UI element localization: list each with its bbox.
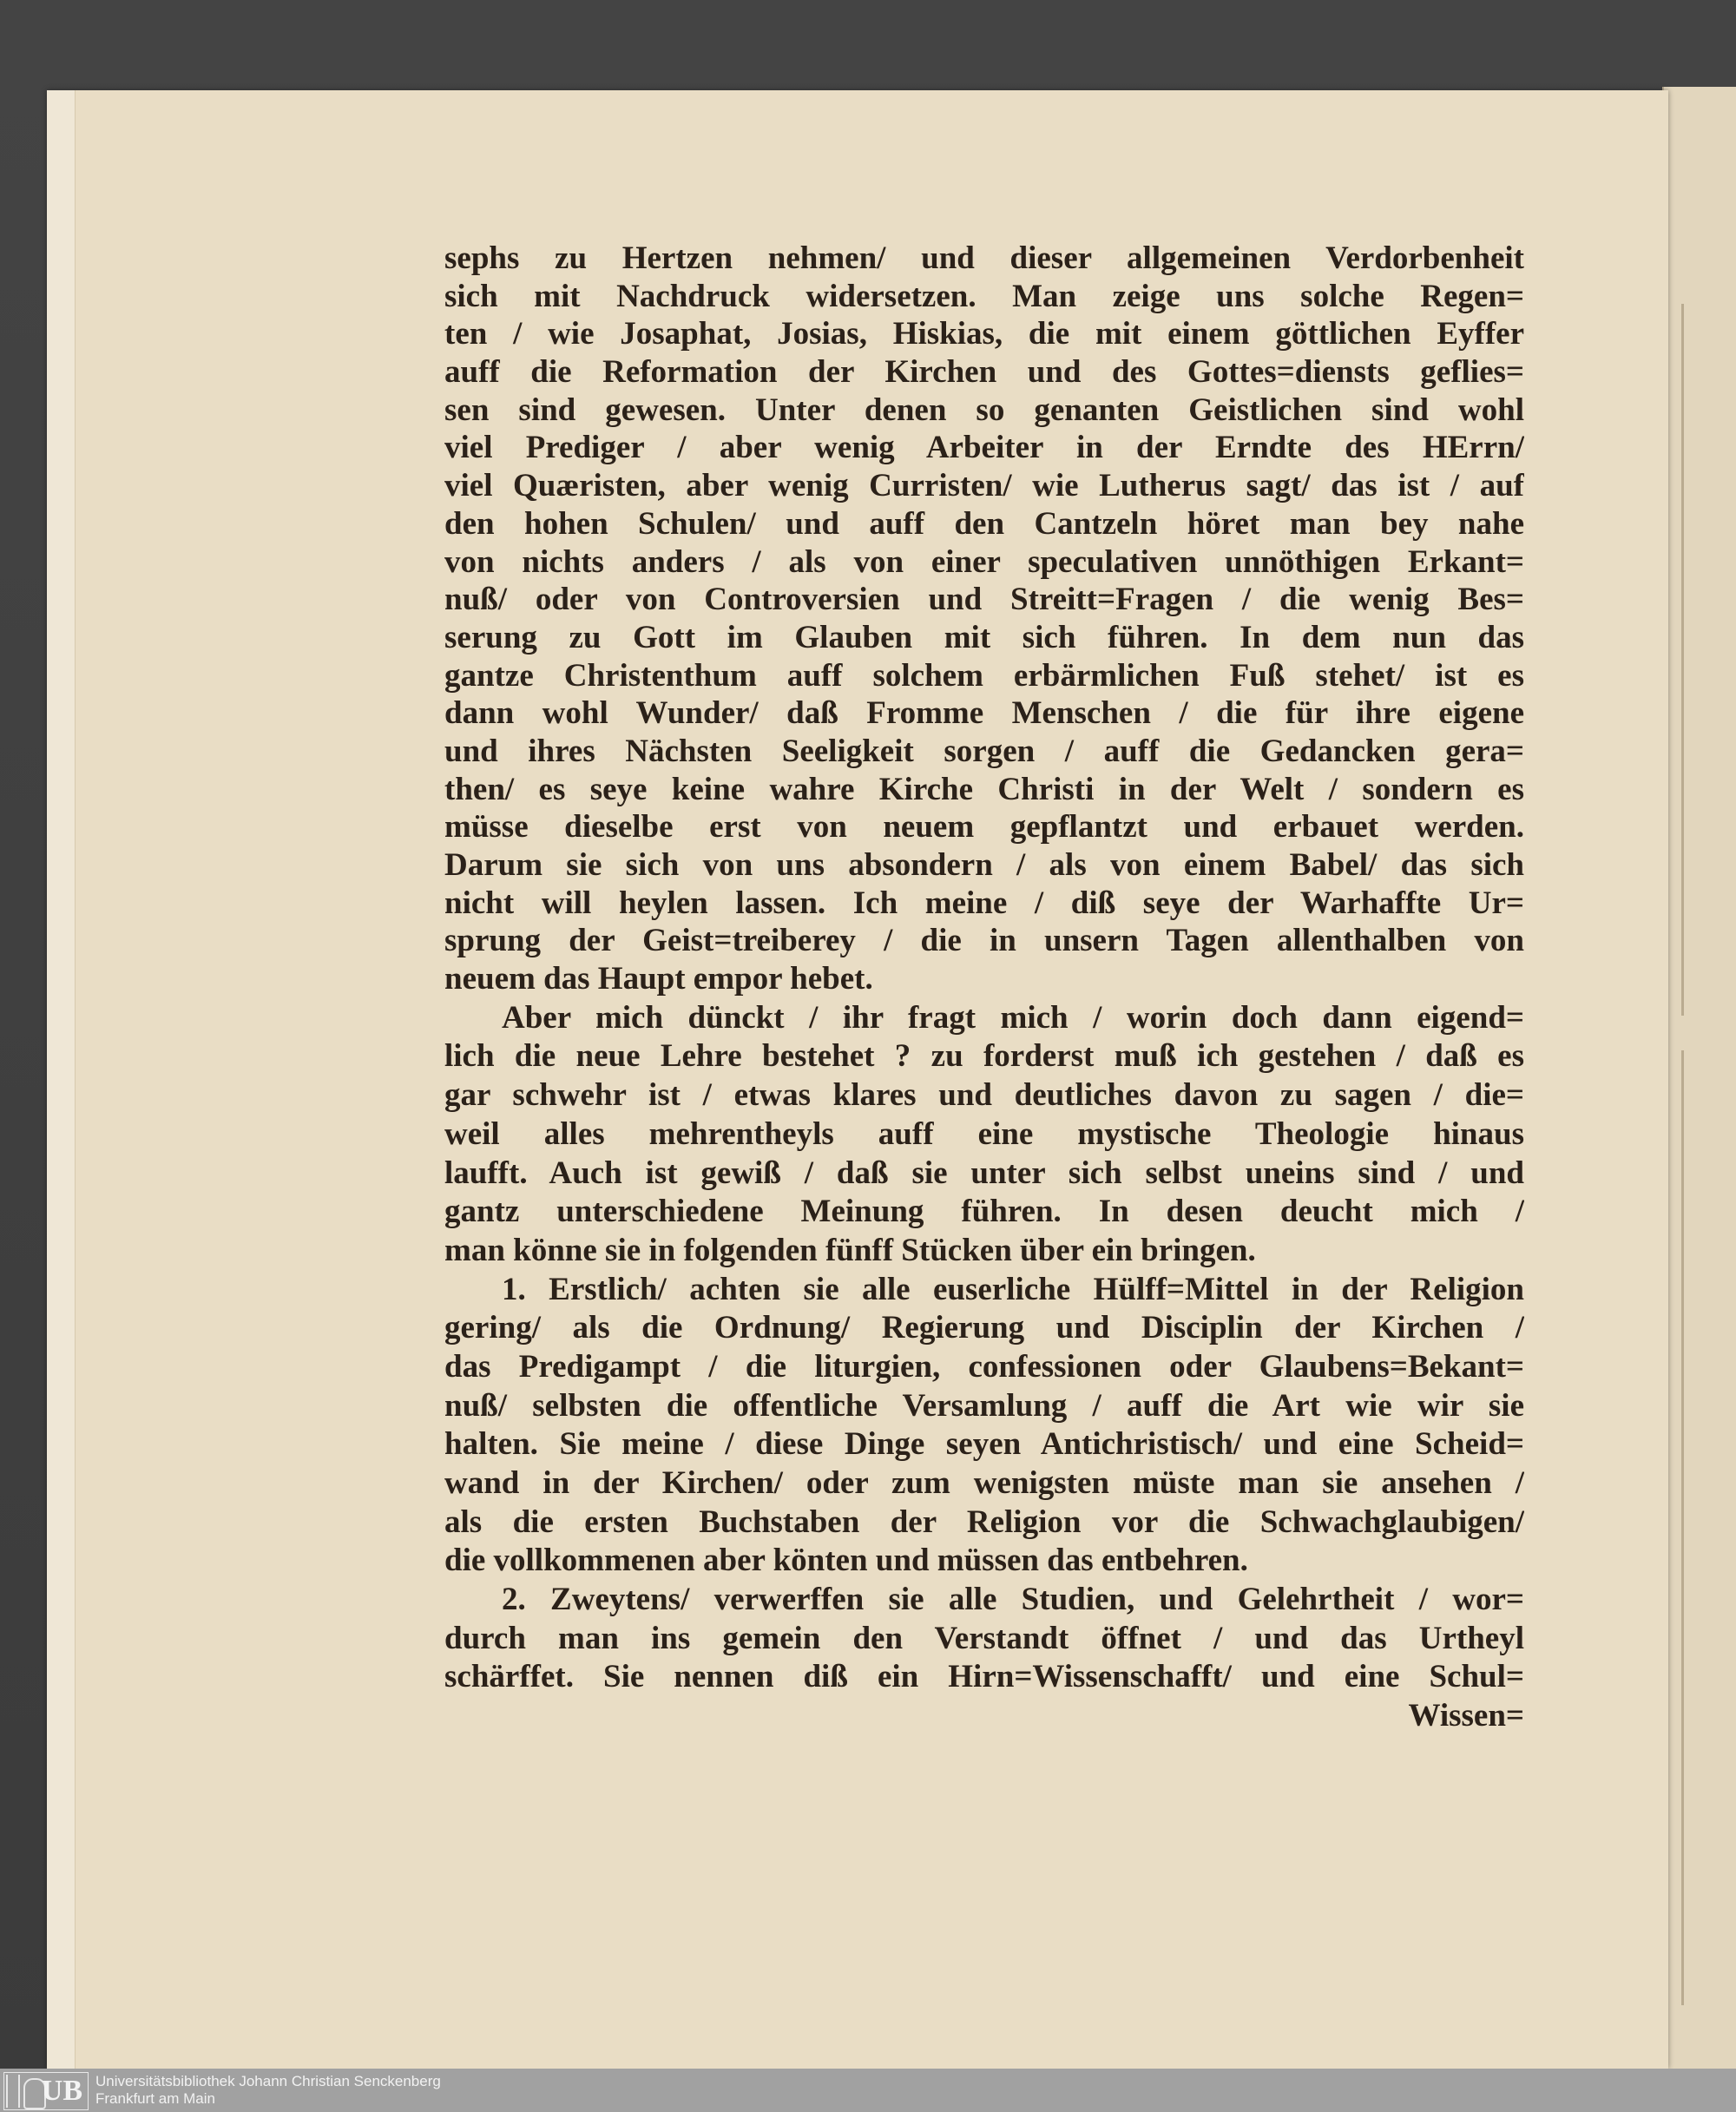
- text-line: gering/ als die Ordnung/ Regierung und Disciplin der Kirchen /: [444, 1310, 1524, 1346]
- text-line: halten. Sie meine / diese Dinge seyen Antichristisch/ und eine Scheid=: [444, 1426, 1524, 1463]
- library-logo: [3, 2072, 89, 2110]
- text-line: sich mit Nachdruck widersetzen. Man zeige uns solche Regen=: [444, 278, 1524, 314]
- text-line: gantz unterschiedene Meinung führen. In desen deucht mich /: [444, 1194, 1524, 1230]
- text-line: viel Quæristen, aber wenig Curristen/ wie Lutherus sagt/ das ist / auf: [444, 468, 1524, 504]
- text-line: gantze Christenthum auff solchem erbärmlichen Fuß stehet/ ist es: [444, 657, 1524, 694]
- text-line: müsse dieselbe erst von neuem gepflantzt und erbauet werden.: [444, 809, 1524, 845]
- library-name-line2: Frankfurt am Main: [95, 2090, 215, 2107]
- text-line: Aber mich dünckt / ihr fragt mich / worin doch dann eigend=: [502, 999, 1524, 1036]
- text-line: neuem das Haupt empor hebet.: [444, 961, 873, 997]
- text-line: und ihres Nächsten Seeligkeit sorgen / auff die Gedancken gera=: [444, 733, 1524, 769]
- library-footer: [0, 2069, 1736, 2112]
- text-line: laufft. Auch ist gewiß / daß sie unter sich selbst uneins sind / und: [444, 1155, 1524, 1191]
- text-line: auff die Reformation der Kirchen und des Gottes=diensts geflies=: [444, 354, 1524, 391]
- catchword: Wissen=: [1408, 1698, 1524, 1734]
- text-line: nicht will heylen lassen. Ich meine / diß seye der Warhaffte Ur=: [444, 885, 1524, 921]
- library-name-line1: Universitätsbibliothek Johann Christian Senckenberg: [95, 2073, 441, 2089]
- text-line: sen sind gewesen. Unter denen so genanten Geistlichen sind wohl: [444, 391, 1524, 428]
- text-line: von nichts anders / als von einer speculativen unnöthigen Erkant=: [444, 543, 1524, 580]
- text-line: 2. Zweytens/ verwerffen sie alle Studien, und Gelehrtheit / wor=: [502, 1582, 1524, 1618]
- text-line: als die ersten Buchstaben der Religion vor die Schwachglaubigen/: [444, 1503, 1524, 1540]
- text-line: sephs zu Hertzen nehmen/ und dieser allgemeinen Verdorbenheit: [444, 240, 1524, 276]
- text-line: lich die neue Lehre bestehet ? zu forderst muß ich gestehen / daß es: [444, 1038, 1524, 1075]
- text-line: nuß/ selbsten die offentliche Versamlung / auff die Art wie wir sie: [444, 1387, 1524, 1424]
- column-icon: [6, 2075, 20, 2108]
- text-line: 1. Erstlich/ achten sie alle euserliche Hülff=Mittel in der Religion: [502, 1271, 1524, 1307]
- page-fold-line: [1681, 1050, 1684, 2005]
- text-line: Darum sie sich von uns absondern / als von einem Babel/ das sich: [444, 847, 1524, 883]
- text-line: durch man ins gemein den Verstandt öffnet / und das Urtheyl: [444, 1620, 1524, 1656]
- text-line: nuß/ oder von Controversien und Streitt=Fragen / die wenig Bes=: [444, 582, 1524, 618]
- text-line: dann wohl Wunder/ daß Fromme Menschen / die für ihre eigene: [444, 695, 1524, 732]
- next-page-edge: [1662, 87, 1736, 2069]
- page-text: [444, 240, 1524, 1735]
- text-line: gar schwehr ist / etwas klares und deutliches davon zu sagen / die=: [444, 1077, 1524, 1114]
- text-line: ten / wie Josaphat, Josias, Hiskias, die mit einem göttlichen Eyffer: [444, 316, 1524, 352]
- logo-text: UB: [41, 2075, 82, 2107]
- library-name: [95, 2073, 441, 2108]
- text-line: den hohen Schulen/ und auff den Cantzeln höret man bey nahe: [444, 505, 1524, 542]
- page-fold-line: [1681, 304, 1684, 1016]
- binding-edge: [47, 90, 76, 2069]
- text-line: sprung der Geist=treiberey / die in unsern Tagen allenthalben von: [444, 923, 1524, 959]
- text-line: serung zu Gott im Glauben mit sich führen. In dem nun das: [444, 619, 1524, 655]
- text-line: das Predigampt / die liturgien, confessionen oder Glaubens=Bekant=: [444, 1348, 1524, 1385]
- text-line: weil alles mehrentheyls auff eine mystische Theologie hinaus: [444, 1115, 1524, 1152]
- text-line: man könne sie in folgenden fünff Stücken über ein bringen.: [444, 1232, 1256, 1268]
- text-line: then/ es seye keine wahre Kirche Christi in der Welt / sondern es: [444, 771, 1524, 807]
- text-line: schärffet. Sie nennen diß ein Hirn=Wissenschafft/ und eine Schul=: [444, 1659, 1524, 1695]
- text-line: viel Prediger / aber wenig Arbeiter in der Erndte des HErrn/: [444, 430, 1524, 466]
- text-line: wand in der Kirchen/ oder zum wenigsten müste man sie ansehen /: [444, 1465, 1524, 1501]
- text-line: die vollkommenen aber könten und müssen das entbehren.: [444, 1543, 1248, 1579]
